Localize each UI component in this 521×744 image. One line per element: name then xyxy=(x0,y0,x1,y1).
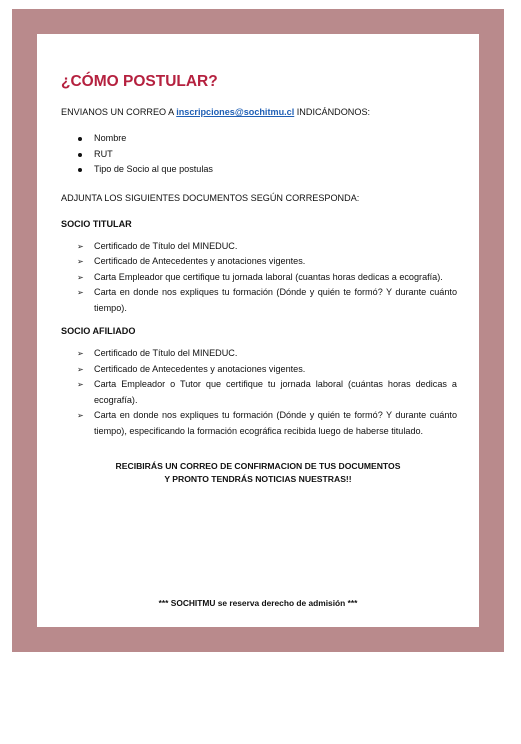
list-item xyxy=(61,377,457,408)
socio-titular-list xyxy=(61,239,457,317)
intro-paragraph xyxy=(61,105,457,119)
list-item xyxy=(61,346,457,362)
arrow-bullet-icon: ➢ xyxy=(77,257,84,266)
document-sheet xyxy=(37,34,479,627)
list-item-label: Carta en donde nos expliques tu formación (Dónde y quién te formó? Y durante cuánto tiempo), especificando la formación ecográfica recibida luego de haberse titulado. xyxy=(94,410,457,436)
document-content xyxy=(61,72,457,447)
list-item-label: Tipo de Socio al que postulas xyxy=(94,164,213,174)
email-link[interactable]: inscripciones@sochitmu.cl xyxy=(176,107,295,117)
socio-afiliado-heading: SOCIO AFILIADO xyxy=(61,326,136,336)
list-item-label: Nombre xyxy=(94,133,127,143)
list-item xyxy=(61,131,457,147)
bullet-icon xyxy=(78,168,82,172)
list-item-label: Carta en donde nos expliques tu formación (Dónde y quién te formó? Y durante cuánto tiempo). xyxy=(94,287,457,313)
list-item xyxy=(61,408,457,439)
list-item xyxy=(61,239,457,255)
arrow-bullet-icon: ➢ xyxy=(77,411,84,420)
bullet-icon xyxy=(78,153,82,157)
list-item xyxy=(61,362,457,378)
notice-line-1: RECIBIRÁS UN CORREO DE CONFIRMACION DE TUS DOCUMENTOS xyxy=(115,461,401,471)
list-item xyxy=(61,147,457,163)
notice-line-2: Y PRONTO TENDRÁS NOTICIAS NUESTRAS!! xyxy=(164,474,352,484)
documents-intro: ADJUNTA LOS SIGUIENTES DOCUMENTOS SEGÚN CORRESPONDA: xyxy=(61,192,360,203)
list-item-label: Carta Empleador que certifique tu jornada laboral (cuantas horas dedicas a ecografía). xyxy=(94,271,443,282)
list-item xyxy=(61,270,457,286)
required-info-list xyxy=(61,131,457,178)
list-item xyxy=(61,285,457,316)
arrow-bullet-icon: ➢ xyxy=(77,349,84,358)
list-item-label: RUT xyxy=(94,148,113,159)
list-item-label: Certificado de Título del MINEDUC. xyxy=(94,348,238,358)
arrow-bullet-icon: ➢ xyxy=(77,288,84,297)
confirmation-notice xyxy=(37,460,479,486)
arrow-bullet-icon: ➢ xyxy=(77,241,84,251)
arrow-bullet-icon: ➢ xyxy=(77,364,84,374)
list-item-label: Certificado de Antecedentes y anotaciones vigentes. xyxy=(94,363,306,374)
intro-text-before: ENVIANOS UN CORREO A xyxy=(61,107,177,117)
arrow-bullet-icon: ➢ xyxy=(77,272,84,282)
intro-text-after: INDICÁNDONOS: xyxy=(294,107,371,117)
page-title: ¿CÓMO POSTULAR? xyxy=(61,73,218,90)
list-item-label: Certificado de Antecedentes y anotaciones vigentes. xyxy=(94,256,306,266)
admission-footer: *** SOCHITMU se reserva derecho de admisión *** xyxy=(158,598,358,608)
list-item xyxy=(61,254,457,270)
list-item-label: Certificado de Título del MINEDUC. xyxy=(94,240,238,251)
list-item-label: Carta Empleador o Tutor que certifique tu jornada laboral (cuántas horas dedicas a ecografía). xyxy=(94,379,457,405)
socio-titular-heading: SOCIO TITULAR xyxy=(61,218,132,229)
socio-afiliado-list xyxy=(61,346,457,439)
list-item xyxy=(61,162,457,178)
arrow-bullet-icon: ➢ xyxy=(77,380,84,389)
bullet-icon xyxy=(78,137,82,141)
